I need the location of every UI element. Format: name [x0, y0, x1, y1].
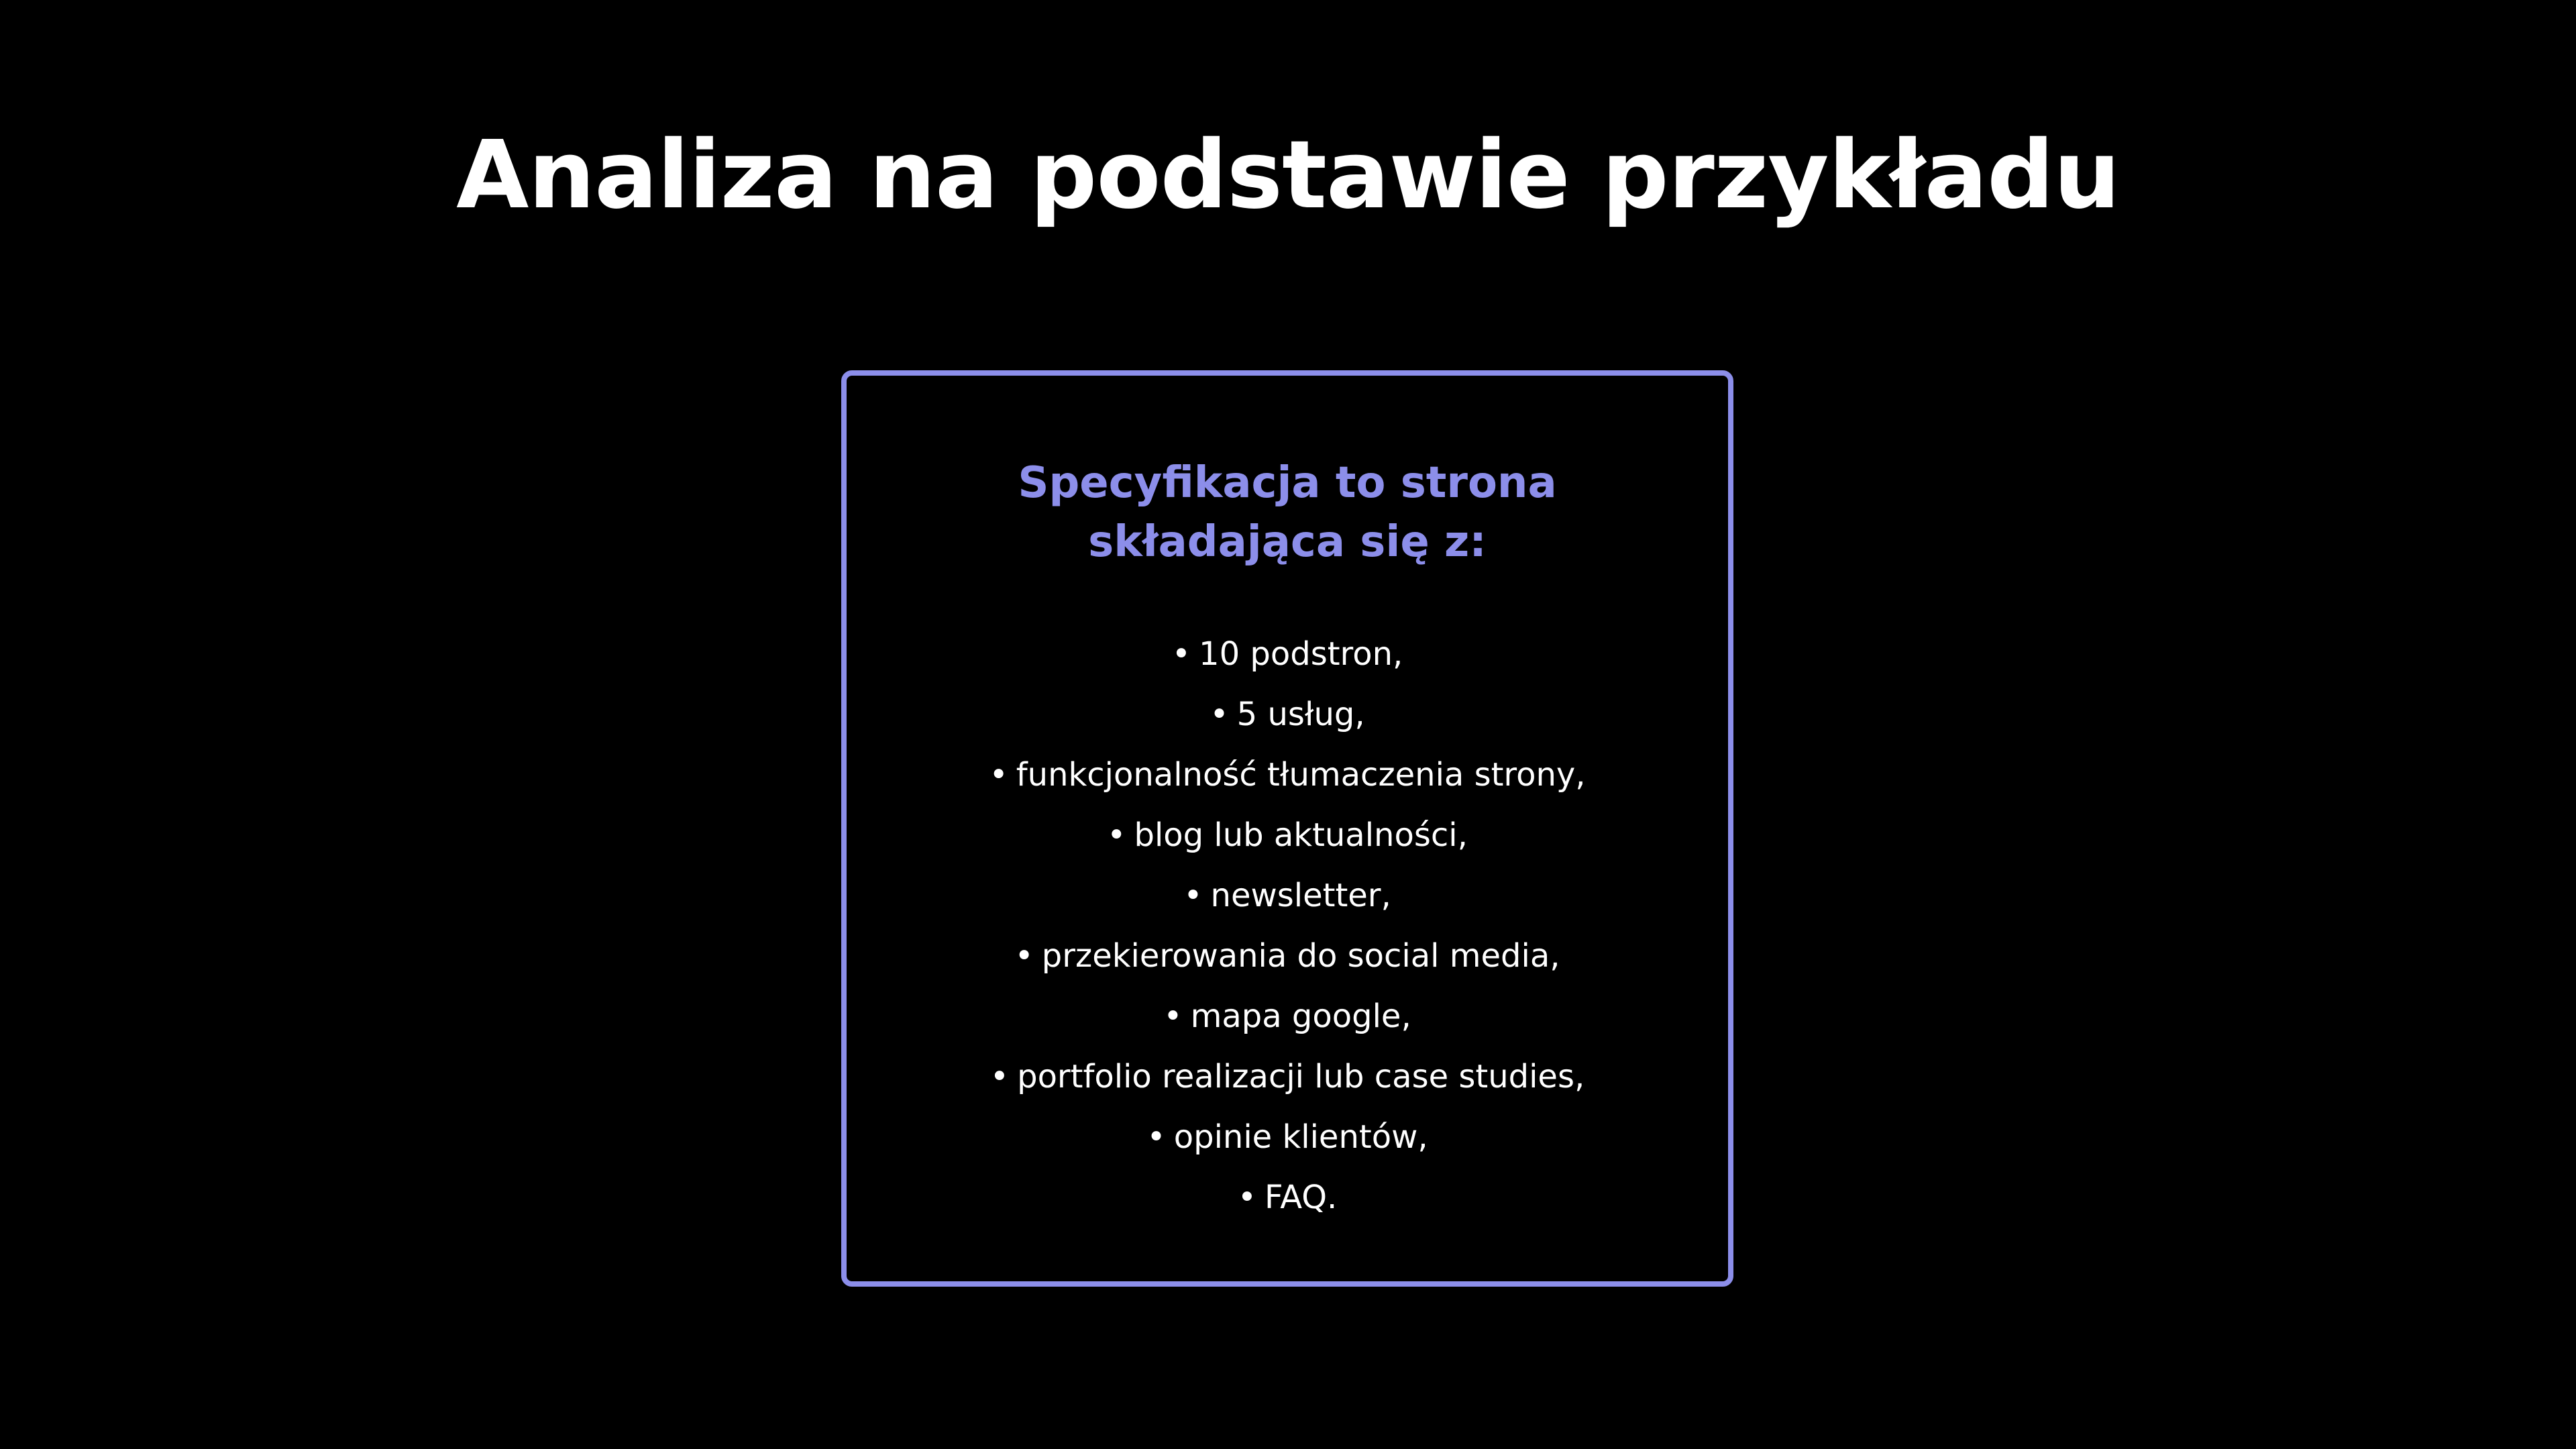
list-item — [847, 986, 1728, 1046]
card-heading-line-1: Specyfikacja to strona — [1018, 458, 1557, 508]
list-item — [847, 624, 1728, 684]
list-item-text: przekierowania do social media, — [1041, 937, 1560, 975]
list-item — [847, 1167, 1728, 1228]
list-item — [847, 865, 1728, 926]
list-item-text: newsletter, — [1210, 877, 1391, 914]
bullet-icon: • — [989, 756, 1008, 794]
list-item-text: mapa google, — [1190, 998, 1411, 1035]
bullet-icon: • — [1183, 877, 1203, 914]
bullet-icon: • — [1210, 696, 1229, 733]
list-item — [847, 926, 1728, 986]
list-item-text: portfolio realizacji lub case studies, — [1017, 1058, 1585, 1095]
list-item-text: FAQ. — [1265, 1179, 1338, 1216]
list-item-text: 5 usług, — [1236, 696, 1365, 733]
list-item-text: blog lub aktualności, — [1134, 816, 1468, 854]
specification-list — [847, 624, 1728, 1228]
list-item-text: 10 podstron, — [1199, 635, 1403, 673]
list-item — [847, 805, 1728, 865]
specification-card — [841, 370, 1733, 1287]
bullet-icon: • — [1171, 635, 1191, 673]
bullet-icon: • — [1014, 937, 1034, 975]
list-item — [847, 1046, 1728, 1107]
list-item-text: funkcjonalność tłumaczenia strony, — [1016, 756, 1586, 794]
bullet-icon: • — [1237, 1179, 1257, 1216]
list-item-text: opinie klientów, — [1173, 1118, 1428, 1156]
card-heading — [847, 453, 1728, 572]
slide-title: Analiza na podstawie przykładu — [456, 121, 2120, 230]
card-heading-line-2: składająca się z: — [1088, 517, 1487, 567]
bullet-icon: • — [1163, 998, 1183, 1035]
list-item — [847, 745, 1728, 805]
list-item — [847, 1107, 1728, 1167]
bullet-icon: • — [989, 1058, 1010, 1095]
bullet-icon: • — [1146, 1118, 1166, 1156]
list-item — [847, 684, 1728, 745]
bullet-icon: • — [1107, 816, 1126, 854]
